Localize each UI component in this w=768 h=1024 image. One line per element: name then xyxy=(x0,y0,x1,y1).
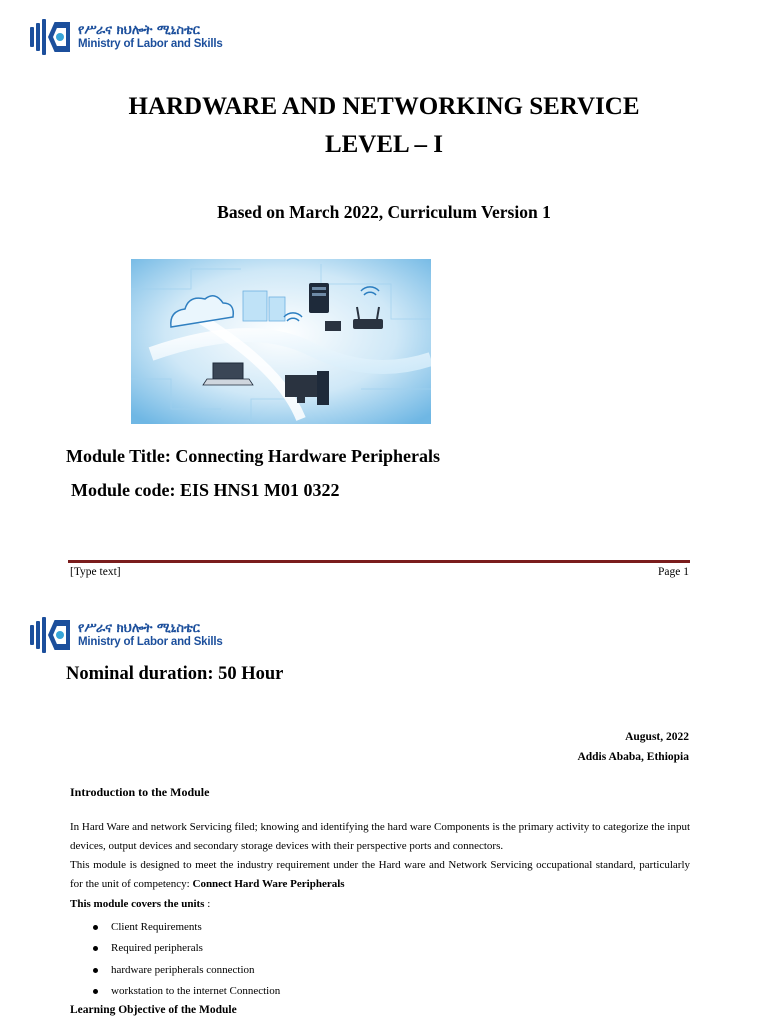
logo-english-text: Ministry of Labor and Skills xyxy=(78,635,223,648)
unit-label: workstation to the internet Connection xyxy=(111,984,281,997)
nominal-duration: Nominal duration: 50 Hour xyxy=(66,664,284,684)
competency-unit-name: Connect Hard Ware Peripherals xyxy=(192,878,345,890)
intro-paragraph-1: In Hard Ware and network Servicing filed; knowing and identifying the hard ware Components is the primary activity to categorize the input devices, output devices and secondary storage devices with their perspective ports and connectors. xyxy=(70,821,690,852)
bullet-icon xyxy=(93,968,98,973)
covers-line xyxy=(70,898,210,910)
units-list xyxy=(93,917,280,1002)
footer-placeholder-text: [Type text] xyxy=(70,566,121,578)
list-item xyxy=(93,981,280,1002)
ministry-logo xyxy=(30,16,223,58)
document-subtitle: Based on March 2022, Curriculum Version 1 xyxy=(217,202,551,222)
intro-heading: Introduction to the Module xyxy=(70,785,210,799)
document-title-line1: HARDWARE AND NETWORKING SERVICE xyxy=(128,93,640,120)
ministry-logo-icon xyxy=(30,16,74,58)
learning-objective-heading: Learning Objective of the Module xyxy=(70,1004,237,1016)
intro-paragraph-2-text: This module is designed to meet the industry requirement under the Hard ware and Network Servicing occupational standard, particularly for the unit of competency: xyxy=(70,859,690,890)
page-number: Page 1 xyxy=(658,566,689,578)
unit-label: Required peripherals xyxy=(111,942,203,955)
intro-paragraph-2 xyxy=(70,856,690,894)
server-icon xyxy=(309,283,329,313)
module-title: Module Title: Connecting Hardware Peripherals xyxy=(66,446,440,466)
logo-english-text: Ministry of Labor and Skills xyxy=(78,37,223,50)
ministry-logo-page2 xyxy=(30,614,223,656)
footer-rule xyxy=(68,560,690,563)
bullet-icon xyxy=(93,989,98,994)
bullet-icon xyxy=(93,946,98,951)
covers-colon: : xyxy=(204,898,211,910)
network-illustration xyxy=(131,259,431,424)
unit-label: hardware peripherals connection xyxy=(111,963,255,976)
document-title-line2: LEVEL – I xyxy=(324,131,444,158)
list-item xyxy=(93,960,280,981)
list-item xyxy=(93,917,280,938)
bullet-icon xyxy=(93,925,98,930)
document-date: August, 2022 xyxy=(625,731,689,743)
logo-amharic-text: የሥራና ክህሎት ሚኒስቴር xyxy=(78,23,200,39)
ministry-logo-icon xyxy=(30,614,74,656)
covers-heading: This module covers the units xyxy=(70,898,205,910)
unit-label: Client Requirements xyxy=(111,921,202,933)
logo-amharic-text: የሥራና ክህሎት ሚኒስቴር xyxy=(78,621,200,637)
module-code: Module code: EIS HNS1 M01 0322 xyxy=(71,480,340,500)
document-place: Addis Ababa, Ethiopia xyxy=(577,751,689,763)
list-item xyxy=(93,938,280,959)
